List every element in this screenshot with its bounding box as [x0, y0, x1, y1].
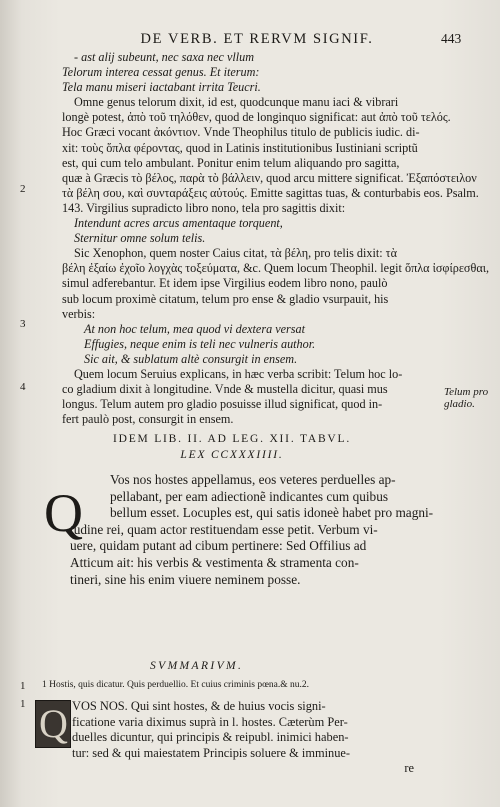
text-line: βέλη ἐξαίω ἐχοῖο λογχὰς τοξεύματα, &c. Quem locum Theophil. legit ὅπλα ἰσφίρεσθαι, [62, 261, 490, 276]
summary-item: 1 Hostis, quis dicatur. Quis perduellio. Et cuius criminis pœna.& nu.2. [42, 680, 310, 690]
text-line: verbis: [62, 306, 96, 321]
text-line: At non hoc telum, mea quod vi dextera versat [84, 321, 306, 336]
margin-number: 3 [20, 318, 26, 330]
text-line: bellum esset. Locuples est, qui satis idoneè habet pro magni- [110, 505, 434, 521]
text-line: est, qui cum telo ambulant. Ponitur enim telum aliquando pro sagitta, [62, 155, 400, 170]
text-line: Omne genus telorum dixit, id est, quodcunque manu iaci & vibrari [74, 95, 399, 110]
margin-note: Telum pro gladio. [444, 386, 489, 410]
text-line: tineri, sine his enim viuere neminem posse. [70, 571, 301, 587]
margin-number: 1 [20, 698, 26, 710]
text-line: 143. Virgilius supradicto libro nono, tela pro sagittis dixit: [62, 200, 346, 215]
text-line: Effugies, neque enim is teli nec vulneris author. [84, 336, 316, 351]
text-line: τὰ βέλη σου, καὶ συνταράξεις αὐτούς. Emitte sagittas tuas, & conturbabis eos. Psalm. [62, 185, 479, 200]
text-line: Atticum ait: his verbis & vestimenta & stramenta con- [70, 554, 359, 570]
margin-number: 4 [20, 381, 26, 393]
text-line: fert paulò post, consurgit in ensem. [62, 412, 234, 427]
text-line: longè potest, ἀπὸ τοῦ τηλόθεν, quod de longinquo significat: aut ἀπὸ τοῦ τελός. [62, 110, 451, 125]
text-line: uere, quidam putant ad cibum pertinere: Sed Offilius ad [70, 538, 367, 554]
text-line: ficatione varia diximus suprà in l. hostes. Cæterùm Per- [72, 714, 348, 729]
law-number: LEX CCXXXIIII. [180, 449, 284, 461]
drop-cap-letter: Q [39, 701, 68, 746]
margin-number: 1 [20, 680, 26, 692]
text-line: Hoc Græci vocant ἀκόντιον. Vnde Theophilus titulo de publicis iudic. di- [62, 125, 420, 140]
summary-heading: SVMMARIVM. [150, 660, 244, 672]
text-line: pellabant, per eam adiectionẽ indicantes cum quibus [110, 488, 389, 504]
initial-letter: Q [44, 483, 83, 543]
text-line: - ast alij subeunt, nec saxa nec vllum [74, 50, 255, 64]
text-line: tudine rei, quam actor restituendam esse petit. Verbum vi- [70, 521, 378, 537]
text-line: Sic Xenophon, quem noster Caius citat, τὰ βέλη, pro telis dixit: τὰ [74, 246, 397, 261]
commentary-text [72, 699, 414, 777]
text-line: Tela manu miseri iactabant irrita Teucri. [62, 80, 261, 95]
text-line: Telorum interea cessat genus. Et iterum: [62, 65, 260, 80]
decorated-drop-cap [35, 700, 71, 748]
text-line: co gladium dixit à longitudine. Vnde & mustella dicitur, quasi mus [62, 382, 388, 397]
text-line: Sternitur omne solum telis. [74, 231, 206, 246]
text-line: longus. Telum autem pro gladio posuisse illud significat, quod in- [62, 397, 383, 412]
text-line: tur: sed & qui maiestatem Principis soluere & imminue- [72, 745, 351, 760]
text-line: re [404, 761, 414, 776]
text-line: quæ à Græcis τὸ βέλος, παρὰ τὸ βάλλειν, quod arcu mittere significat. Ἐξαπόστειλον [62, 170, 477, 185]
text-line: Vos nos hostes appellamus, eos veteres perduelles ap- [110, 472, 396, 487]
text-line: Sic ait, & sublatum altè consurgit in ensem. [84, 351, 298, 366]
text-line: Intendunt acres arcus amentaque torquent, [74, 216, 283, 231]
text-line: sub locum proximè citatum, telum pro ense & gladio vsurpauit, his [62, 291, 389, 306]
text-line: xit: τοὺς ὅπλα φέροντας, quod in Latinis institutionibus Iustiniani scriptũ [62, 140, 418, 155]
text-line: duelles dicuntur, qui principis & reipubl. inimici haben- [72, 730, 349, 745]
text-line: VOS NOS. Qui sint hostes, & de huius vocis signi- [72, 699, 326, 713]
page-number: 443 [441, 31, 462, 46]
margin-number: 2 [20, 183, 26, 195]
section-heading: IDEM LIB. II. AD LEG. XII. TABVL. [112, 433, 352, 445]
running-title: DE VERB. ET RERVM SIGNIF. [140, 31, 374, 47]
text-line: Quem locum Seruius explicans, in hæc verba scribit: Telum hoc lo- [74, 366, 403, 381]
section-text [70, 472, 434, 588]
text-line: simul adferebantur. Et idem ipse Virgilius eodem libro nono, paulò [62, 276, 388, 291]
